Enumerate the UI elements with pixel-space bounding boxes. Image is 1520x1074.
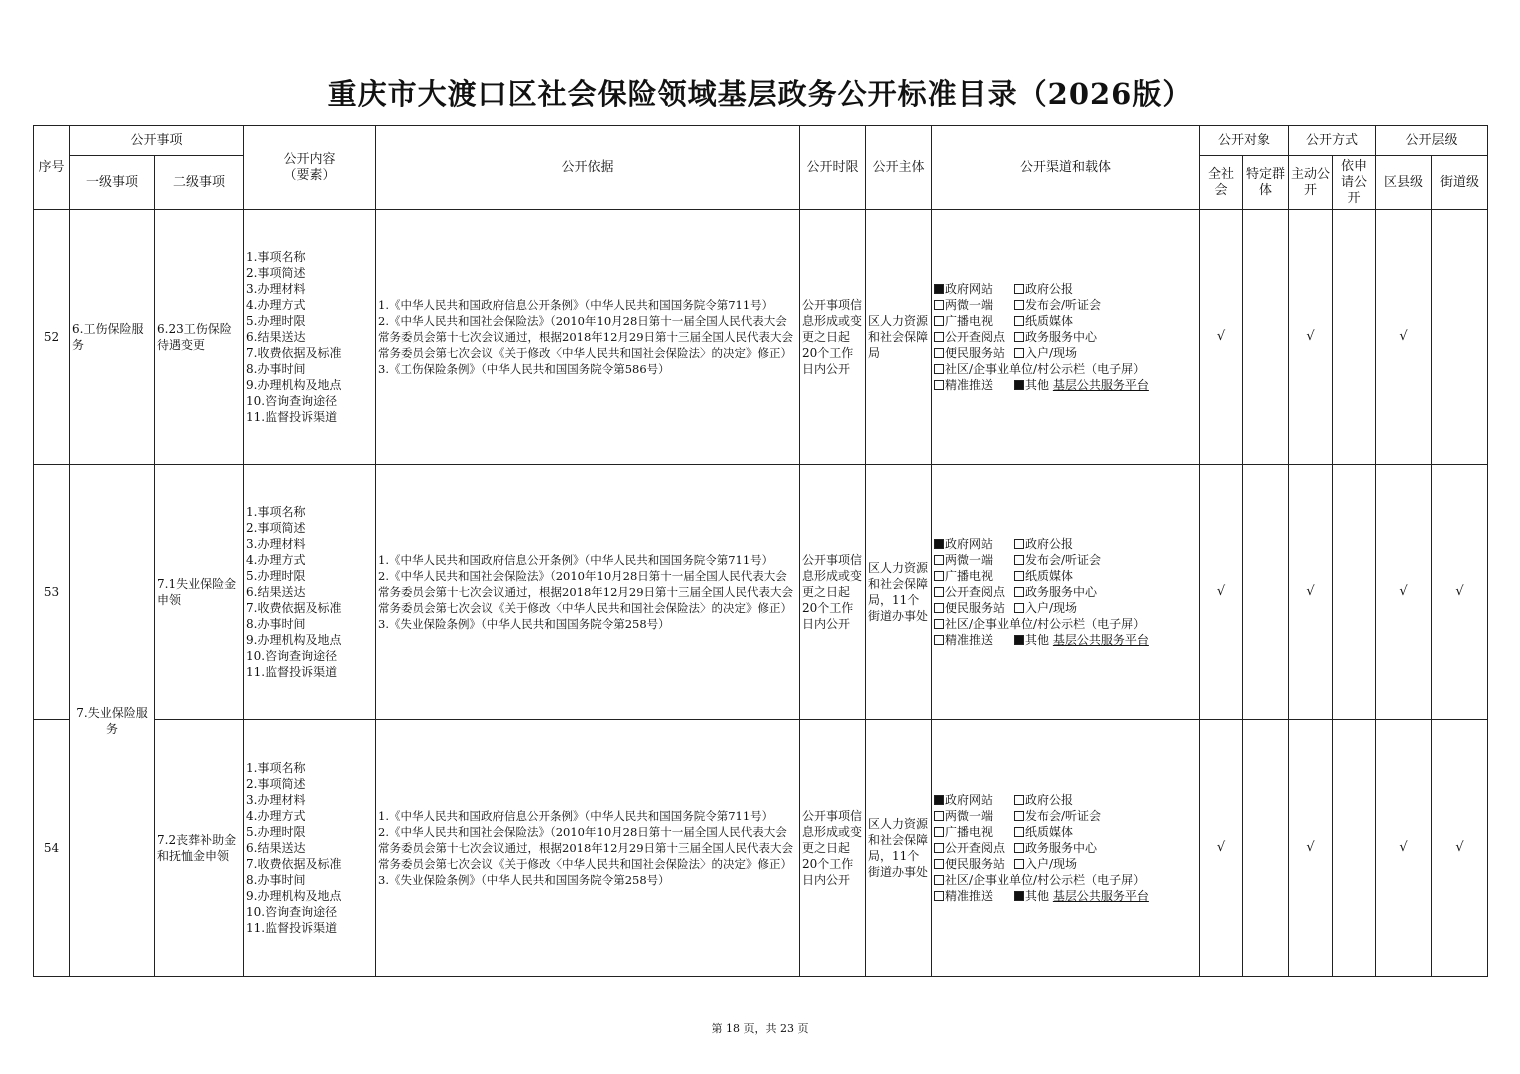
element-item: 7.收费依据及标准 xyxy=(246,601,342,615)
element-item: 5.办理时限 xyxy=(246,569,306,583)
header-time: 公开时限 xyxy=(800,126,866,210)
element-item: 8.办事时间 xyxy=(246,873,306,887)
channel-door: 入户/现场 xyxy=(1025,601,1078,615)
unchecked-box-icon xyxy=(1014,316,1024,326)
header-level: 公开层级 xyxy=(1376,126,1488,156)
element-item: 9.办理机构及地点 xyxy=(246,889,342,903)
row-subject: 区人力资源和社会保障局 xyxy=(866,210,932,465)
unchecked-box-icon xyxy=(934,571,944,581)
channel-door: 入户/现场 xyxy=(1025,857,1078,871)
row-seq: 52 xyxy=(34,210,70,465)
row-time: 公开事项信息形成或变更之日起20个工作日内公开 xyxy=(800,720,866,977)
row-seq: 53 xyxy=(34,465,70,720)
basis-item: 2.《中华人民共和国社会保险法》（2010年10月28日第十一届全国人民代表大会常务委员会第十七次会议通过，根据2018年12月29日第十三届全国人民代表大会常务委员会第七次会议《关于修改〈中华人民共和国社会保险法〉的决定》修正） xyxy=(378,825,794,871)
row-time: 公开事项信息形成或变更之日起20个工作日内公开 xyxy=(800,210,866,465)
channel-other: 其他 xyxy=(1025,633,1050,647)
header-basis: 公开依据 xyxy=(376,126,800,210)
element-item: 5.办理时限 xyxy=(246,314,306,328)
unchecked-box-icon xyxy=(934,843,944,853)
page-title: 重庆市大渡口区社会保险领域基层政务公开标准目录（2026版） xyxy=(327,77,1193,111)
unchecked-box-icon xyxy=(1014,571,1024,581)
channel-press: 发布会/听证会 xyxy=(1025,809,1102,823)
header-level-district: 区县级 xyxy=(1376,156,1432,210)
channel-precise: 精准推送 xyxy=(945,889,994,903)
unchecked-box-icon xyxy=(934,380,944,390)
row-level-street: √ xyxy=(1432,720,1488,977)
header-channel: 公开渠道和载体 xyxy=(932,126,1200,210)
channel-broadcast: 广播电视 xyxy=(945,314,994,328)
channel-two-micro: 两微一端 xyxy=(945,809,994,823)
catalog-table xyxy=(33,125,1488,977)
checked-box-icon xyxy=(934,539,944,549)
checked-box-icon xyxy=(934,795,944,805)
row-target-group xyxy=(1243,720,1289,977)
row-target-group xyxy=(1243,210,1289,465)
header-mode-active: 主动公开 xyxy=(1289,156,1333,210)
channel-service-center: 政务服务中心 xyxy=(1025,841,1098,855)
channel-broadcast: 广播电视 xyxy=(945,569,994,583)
basis-item: 1.《中华人民共和国政府信息公开条例》（中华人民共和国国务院令第711号） xyxy=(378,553,774,567)
element-item: 6.结果送达 xyxy=(246,330,306,344)
channel-two-micro: 两微一端 xyxy=(945,298,994,312)
element-item: 8.办事时间 xyxy=(246,362,306,376)
header-level-street: 街道级 xyxy=(1432,156,1488,210)
checked-box-icon xyxy=(934,284,944,294)
element-item: 6.结果送达 xyxy=(246,585,306,599)
row-basis xyxy=(376,210,800,465)
row-elements xyxy=(244,720,376,977)
row-level2: 7.2丧葬补助金和抚恤金申领 xyxy=(155,720,244,977)
channel-gov-bulletin: 政府公报 xyxy=(1025,282,1074,296)
element-item: 3.办理材料 xyxy=(246,282,306,296)
header-mode-apply: 依申请公开 xyxy=(1333,156,1376,210)
channel-other: 其他 xyxy=(1025,889,1050,903)
channel-bulletin-board: 社区/企事业单位/村公示栏（电子屏） xyxy=(945,873,1146,887)
channel-two-micro: 两微一端 xyxy=(945,553,994,567)
unchecked-box-icon xyxy=(1014,827,1024,837)
row-level1-merged: 7.失业保险服务 xyxy=(70,465,155,977)
channel-reading: 公开查阅点 xyxy=(945,841,1006,855)
element-item: 2.事项简述 xyxy=(246,777,306,791)
channel-other: 其他 xyxy=(1025,378,1050,392)
checked-box-icon xyxy=(1014,635,1024,645)
header-target-group: 特定群体 xyxy=(1243,156,1289,210)
unchecked-box-icon xyxy=(1014,348,1024,358)
row-seq: 54 xyxy=(34,720,70,977)
basis-item: 3.《失业保险条例》（中华人民共和国国务院令第258号） xyxy=(378,873,670,887)
checked-box-icon xyxy=(1014,891,1024,901)
channel-bulletin-board: 社区/企事业单位/村公示栏（电子屏） xyxy=(945,617,1146,631)
channel-gov-site: 政府网站 xyxy=(945,282,994,296)
unchecked-box-icon xyxy=(934,348,944,358)
channel-service-center: 政务服务中心 xyxy=(1025,330,1098,344)
unchecked-box-icon xyxy=(934,891,944,901)
channel-reading: 公开查阅点 xyxy=(945,330,1006,344)
header-subject: 公开主体 xyxy=(866,126,932,210)
channel-other-platform: 基层公共服务平台 xyxy=(1052,378,1149,392)
table-row xyxy=(34,465,1488,720)
row-subject: 区人力资源和社会保障局，11个街道办事处 xyxy=(866,465,932,720)
unchecked-box-icon xyxy=(934,859,944,869)
channel-gov-bulletin: 政府公报 xyxy=(1025,793,1074,807)
row-target-all: √ xyxy=(1200,465,1243,720)
element-item: 10.咨询查询途径 xyxy=(246,649,338,663)
unchecked-box-icon xyxy=(934,300,944,310)
unchecked-box-icon xyxy=(934,875,944,885)
basis-item: 2.《中华人民共和国社会保险法》（2010年10月28日第十一届全国人民代表大会常务委员会第十七次会议通过，根据2018年12月29日第十三届全国人民代表大会常务委员会第七次会议《关于修改〈中华人民共和国社会保险法〉的决定》修正） xyxy=(378,314,794,360)
unchecked-box-icon xyxy=(1014,859,1024,869)
row-level-district: √ xyxy=(1376,210,1432,465)
channel-paper: 纸质媒体 xyxy=(1025,314,1074,328)
table-row xyxy=(34,720,1488,977)
row-level2: 6.23工伤保险待遇变更 xyxy=(155,210,244,465)
basis-item: 3.《失业保险条例》（中华人民共和国国务院令第258号） xyxy=(378,617,670,631)
unchecked-box-icon xyxy=(1014,603,1024,613)
channel-press: 发布会/听证会 xyxy=(1025,553,1102,567)
basis-item: 1.《中华人民共和国政府信息公开条例》（中华人民共和国国务院令第711号） xyxy=(378,298,774,312)
header-content-line2: （要素） xyxy=(283,167,336,183)
row-level-district: √ xyxy=(1376,465,1432,720)
page-footer: 第 18 页，共 23 页 xyxy=(711,1022,809,1035)
channel-other-platform: 基层公共服务平台 xyxy=(1052,889,1149,903)
basis-item: 2.《中华人民共和国社会保险法》（2010年10月28日第十一届全国人民代表大会常务委员会第十七次会议通过，根据2018年12月29日第十三届全国人民代表大会常务委员会第七次会议《关于修改〈中华人民共和国社会保险法〉的决定》修正） xyxy=(378,569,794,615)
row-channels xyxy=(932,465,1200,720)
channel-service-center: 政务服务中心 xyxy=(1025,585,1098,599)
header-level1: 一级事项 xyxy=(70,156,155,210)
row-channels xyxy=(932,720,1200,977)
header-target: 公开对象 xyxy=(1200,126,1289,156)
channel-gov-bulletin: 政府公报 xyxy=(1025,537,1074,551)
row-level1: 6.工伤保险服务 xyxy=(70,210,155,465)
channel-gov-site: 政府网站 xyxy=(945,793,994,807)
unchecked-box-icon xyxy=(934,603,944,613)
channel-precise: 精准推送 xyxy=(945,633,994,647)
row-mode-apply xyxy=(1333,465,1376,720)
unchecked-box-icon xyxy=(934,316,944,326)
unchecked-box-icon xyxy=(1014,795,1024,805)
unchecked-box-icon xyxy=(1014,843,1024,853)
element-item: 11.监督投诉渠道 xyxy=(246,665,338,679)
unchecked-box-icon xyxy=(1014,811,1024,821)
row-subject: 区人力资源和社会保障局，11个街道办事处 xyxy=(866,720,932,977)
header-seq: 序号 xyxy=(34,126,70,210)
row-level-street xyxy=(1432,210,1488,465)
unchecked-box-icon xyxy=(1014,300,1024,310)
element-item: 7.收费依据及标准 xyxy=(246,857,342,871)
unchecked-box-icon xyxy=(1014,284,1024,294)
row-elements xyxy=(244,465,376,720)
row-target-all: √ xyxy=(1200,720,1243,977)
element-item: 4.办理方式 xyxy=(246,809,306,823)
row-channels xyxy=(932,210,1200,465)
element-item: 4.办理方式 xyxy=(246,553,306,567)
basis-item: 3.《工伤保险条例》（中华人民共和国国务院令第586号） xyxy=(378,362,670,376)
header-target-all: 全社会 xyxy=(1200,156,1243,210)
channel-door: 入户/现场 xyxy=(1025,346,1078,360)
element-item: 10.咨询查询途径 xyxy=(246,394,338,408)
element-item: 2.事项简述 xyxy=(246,266,306,280)
element-item: 9.办理机构及地点 xyxy=(246,633,342,647)
row-level-street: √ xyxy=(1432,465,1488,720)
element-item: 5.办理时限 xyxy=(246,825,306,839)
element-item: 8.办事时间 xyxy=(246,617,306,631)
header-content xyxy=(244,126,376,210)
unchecked-box-icon xyxy=(1014,539,1024,549)
element-item: 6.结果送达 xyxy=(246,841,306,855)
channel-broadcast: 广播电视 xyxy=(945,825,994,839)
row-target-group xyxy=(1243,465,1289,720)
element-item: 3.办理材料 xyxy=(246,793,306,807)
element-item: 2.事项简述 xyxy=(246,521,306,535)
unchecked-box-icon xyxy=(1014,587,1024,597)
row-basis xyxy=(376,465,800,720)
element-item: 11.监督投诉渠道 xyxy=(246,410,338,424)
header-content-line1: 公开内容 xyxy=(283,151,336,167)
channel-gov-site: 政府网站 xyxy=(945,537,994,551)
header-items: 公开事项 xyxy=(70,126,244,156)
channel-bulletin-board: 社区/企事业单位/村公示栏（电子屏） xyxy=(945,362,1146,376)
channel-press: 发布会/听证会 xyxy=(1025,298,1102,312)
element-item: 9.办理机构及地点 xyxy=(246,378,342,392)
channel-convenience: 便民服务站 xyxy=(945,346,1006,360)
channel-other-platform: 基层公共服务平台 xyxy=(1052,633,1149,647)
row-level-district: √ xyxy=(1376,720,1432,977)
row-target-all: √ xyxy=(1200,210,1243,465)
channel-reading: 公开查阅点 xyxy=(945,585,1006,599)
row-elements xyxy=(244,210,376,465)
header-level2: 二级事项 xyxy=(155,156,244,210)
element-item: 3.办理材料 xyxy=(246,537,306,551)
unchecked-box-icon xyxy=(934,811,944,821)
row-level2: 7.1失业保险金申领 xyxy=(155,465,244,720)
header-mode: 公开方式 xyxy=(1289,126,1376,156)
row-mode-apply xyxy=(1333,210,1376,465)
unchecked-box-icon xyxy=(1014,332,1024,342)
element-item: 4.办理方式 xyxy=(246,298,306,312)
element-item: 7.收费依据及标准 xyxy=(246,346,342,360)
channel-convenience: 便民服务站 xyxy=(945,601,1006,615)
row-time: 公开事项信息形成或变更之日起20个工作日内公开 xyxy=(800,465,866,720)
element-item: 1.事项名称 xyxy=(246,505,306,519)
unchecked-box-icon xyxy=(934,364,944,374)
unchecked-box-icon xyxy=(934,587,944,597)
unchecked-box-icon xyxy=(1014,555,1024,565)
basis-item: 1.《中华人民共和国政府信息公开条例》（中华人民共和国国务院令第711号） xyxy=(378,809,774,823)
element-item: 10.咨询查询途径 xyxy=(246,905,338,919)
unchecked-box-icon xyxy=(934,635,944,645)
row-mode-active: √ xyxy=(1289,210,1333,465)
unchecked-box-icon xyxy=(934,827,944,837)
unchecked-box-icon xyxy=(934,555,944,565)
channel-paper: 纸质媒体 xyxy=(1025,569,1074,583)
element-item: 1.事项名称 xyxy=(246,761,306,775)
channel-convenience: 便民服务站 xyxy=(945,857,1006,871)
element-item: 11.监督投诉渠道 xyxy=(246,921,338,935)
unchecked-box-icon xyxy=(934,332,944,342)
channel-paper: 纸质媒体 xyxy=(1025,825,1074,839)
element-item: 1.事项名称 xyxy=(246,250,306,264)
row-mode-active: √ xyxy=(1289,720,1333,977)
channel-precise: 精准推送 xyxy=(945,378,994,392)
row-mode-active: √ xyxy=(1289,465,1333,720)
checked-box-icon xyxy=(1014,380,1024,390)
unchecked-box-icon xyxy=(934,619,944,629)
row-basis xyxy=(376,720,800,977)
row-mode-apply xyxy=(1333,720,1376,977)
table-row xyxy=(34,210,1488,465)
